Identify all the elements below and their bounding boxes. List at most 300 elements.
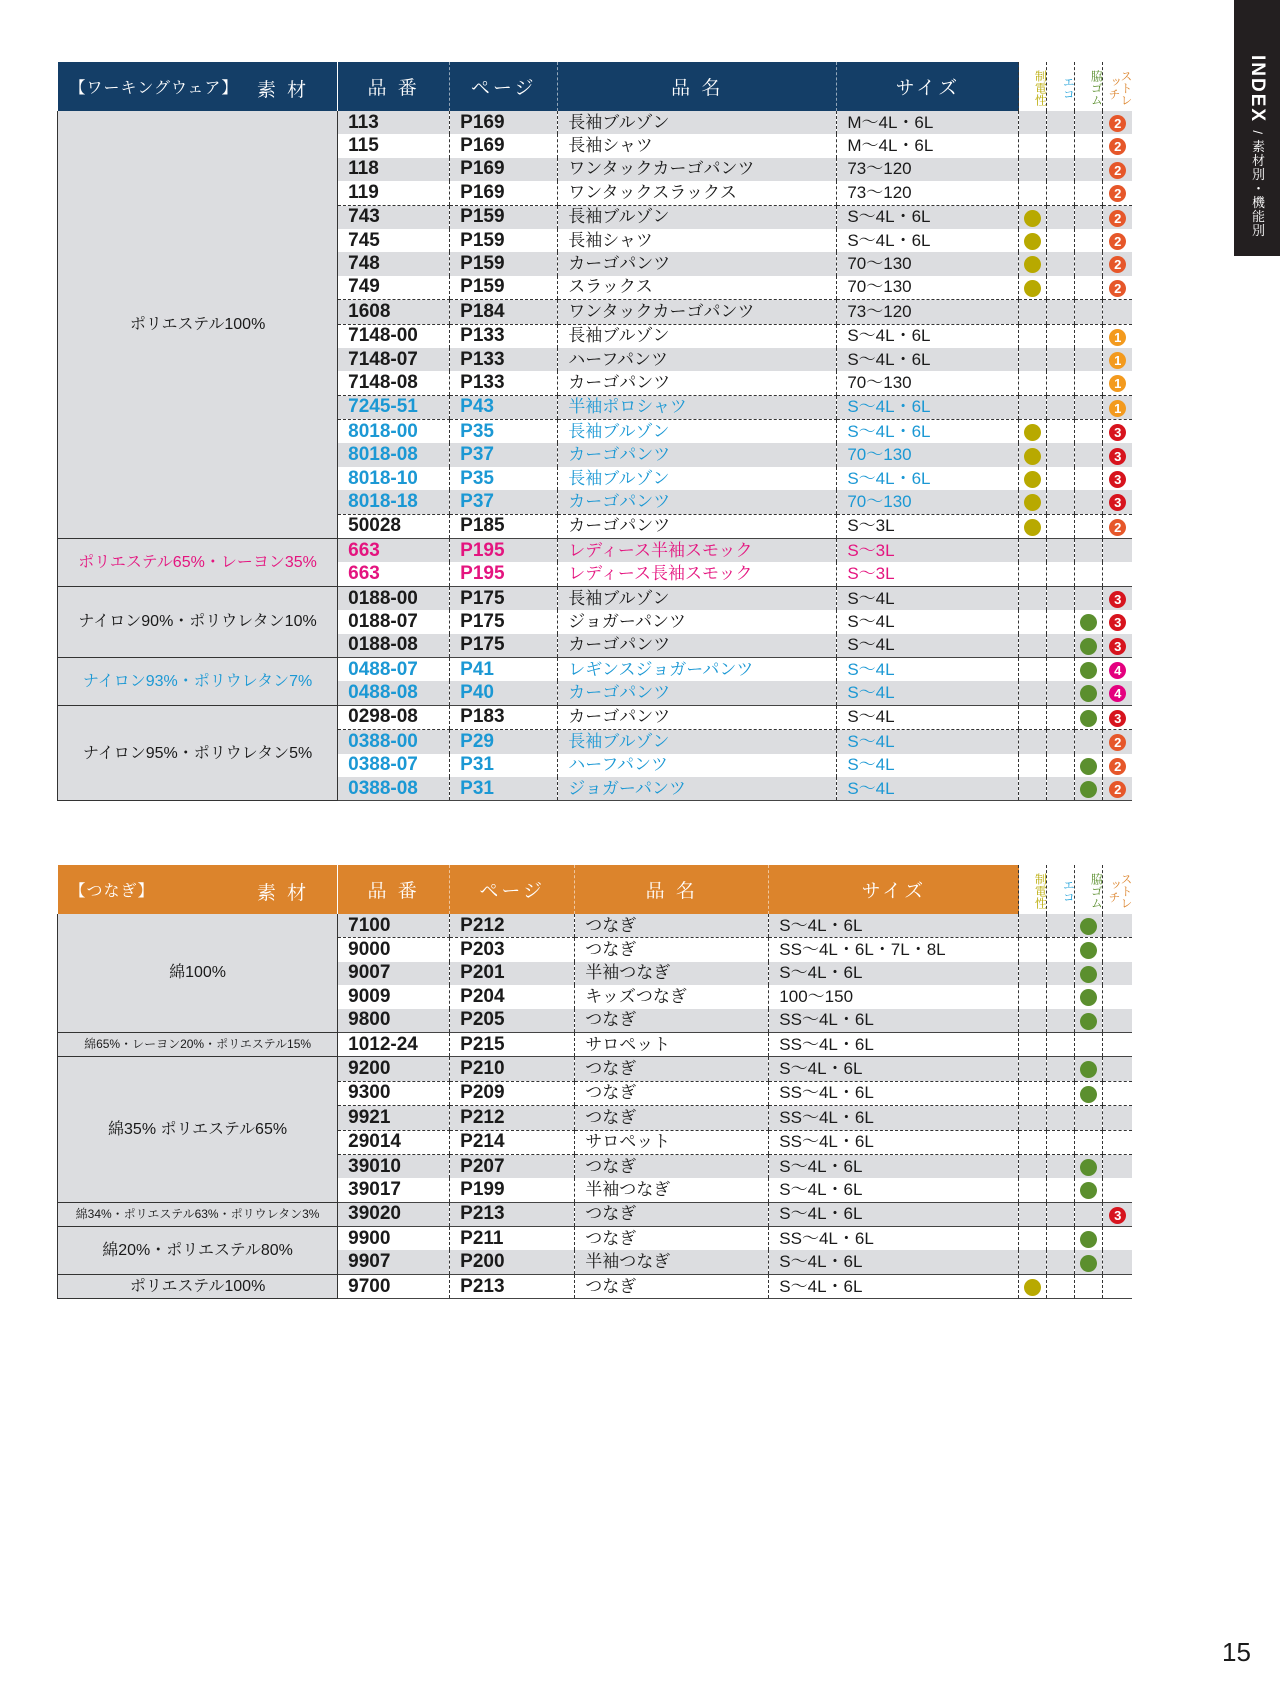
gusset-dot-icon bbox=[1080, 1013, 1097, 1030]
size-range: M〜4L・6L bbox=[837, 111, 1019, 134]
product-name: 長袖ブルゾン bbox=[558, 324, 837, 348]
antistatic-dot-icon bbox=[1024, 233, 1041, 250]
gusset-dot-icon bbox=[1080, 710, 1097, 727]
stretch-cell bbox=[1103, 777, 1132, 801]
page-ref: P213 bbox=[450, 1274, 575, 1298]
stretch-level-badge-icon: 1 bbox=[1109, 400, 1126, 417]
stretch-cell bbox=[1103, 1250, 1132, 1274]
antistatic-cell bbox=[1019, 348, 1047, 371]
product-name: つなぎ bbox=[575, 1202, 769, 1226]
index-title: INDEX bbox=[1247, 55, 1268, 124]
antistatic-cell bbox=[1019, 1081, 1047, 1105]
eco-cell bbox=[1047, 754, 1075, 777]
page-ref: P205 bbox=[450, 1009, 575, 1033]
product-name: ジョガーパンツ bbox=[558, 610, 837, 633]
eco-cell bbox=[1047, 1202, 1075, 1226]
stretch-cell bbox=[1103, 1081, 1132, 1105]
antistatic-cell bbox=[1019, 111, 1047, 134]
product-code: 118 bbox=[338, 158, 450, 181]
page-ref: P203 bbox=[450, 938, 575, 962]
product-code: 1608 bbox=[338, 300, 450, 324]
eco-cell bbox=[1047, 134, 1075, 157]
eco-cell bbox=[1047, 158, 1075, 181]
eco-cell bbox=[1047, 514, 1075, 538]
eco-cell bbox=[1047, 229, 1075, 252]
antistatic-cell bbox=[1019, 1032, 1047, 1056]
antistatic-cell bbox=[1019, 158, 1047, 181]
eco-cell bbox=[1047, 1009, 1075, 1033]
stretch-cell bbox=[1103, 634, 1132, 658]
size-range: S〜3L bbox=[837, 539, 1019, 563]
eco-cell bbox=[1047, 962, 1075, 985]
antistatic-cell bbox=[1019, 467, 1047, 490]
stretch-level-badge-icon: 1 bbox=[1109, 375, 1126, 392]
eco-cell bbox=[1047, 634, 1075, 658]
eco-cell bbox=[1047, 252, 1075, 275]
gusset-dot-icon bbox=[1080, 1231, 1097, 1248]
antistatic-cell bbox=[1019, 1202, 1047, 1226]
stretch-cell bbox=[1103, 490, 1132, 514]
header-size: サイズ bbox=[769, 865, 1019, 914]
stretch-cell bbox=[1103, 985, 1132, 1008]
size-range: S〜4L・6L bbox=[837, 467, 1019, 490]
stretch-level-badge-icon: 3 bbox=[1109, 1207, 1126, 1224]
gusset-dot-icon bbox=[1080, 1182, 1097, 1199]
gusset-dot-icon bbox=[1080, 781, 1097, 798]
header-eco: エコ bbox=[1047, 62, 1075, 111]
stretch-level-badge-icon: 2 bbox=[1109, 210, 1126, 227]
size-range: S〜4L・6L bbox=[769, 1250, 1019, 1274]
stretch-cell bbox=[1103, 229, 1132, 252]
antistatic-dot-icon bbox=[1024, 494, 1041, 511]
size-range: S〜4L bbox=[837, 586, 1019, 610]
eco-cell bbox=[1047, 395, 1075, 419]
product-name: ワンタックスラックス bbox=[558, 181, 837, 205]
gusset-cell bbox=[1075, 1227, 1103, 1251]
page-ref: P204 bbox=[450, 985, 575, 1008]
antistatic-cell bbox=[1019, 562, 1047, 586]
stretch-level-badge-icon: 4 bbox=[1109, 685, 1126, 702]
page-ref: P133 bbox=[450, 371, 558, 395]
header-antistatic: 制電性 bbox=[1019, 865, 1047, 914]
size-range: 100〜150 bbox=[769, 985, 1019, 1008]
product-name: ジョガーパンツ bbox=[558, 777, 837, 801]
antistatic-cell bbox=[1019, 134, 1047, 157]
gusset-cell bbox=[1075, 634, 1103, 658]
material-cell: 綿65%・レーヨン20%・ポリエステル15% bbox=[58, 1032, 338, 1056]
header-size: サイズ bbox=[837, 62, 1019, 111]
antistatic-cell bbox=[1019, 1227, 1047, 1251]
stretch-level-badge-icon: 3 bbox=[1109, 614, 1126, 631]
eco-cell bbox=[1047, 1057, 1075, 1081]
size-range: S〜4L bbox=[837, 657, 1019, 681]
stretch-level-badge-icon: 3 bbox=[1109, 494, 1126, 511]
size-range: SS〜4L・6L bbox=[769, 1106, 1019, 1130]
page-ref: P211 bbox=[450, 1227, 575, 1251]
product-name: つなぎ bbox=[575, 1106, 769, 1130]
antistatic-cell bbox=[1019, 395, 1047, 419]
coverall-table bbox=[57, 865, 1132, 1299]
size-range: S〜4L・6L bbox=[837, 395, 1019, 419]
eco-cell bbox=[1047, 1081, 1075, 1105]
header-stretch: ストレッチ bbox=[1103, 62, 1132, 111]
header-gusset: 脇ゴム bbox=[1075, 865, 1103, 914]
product-name: カーゴパンツ bbox=[558, 705, 837, 729]
product-code: 749 bbox=[338, 276, 450, 300]
stretch-level-badge-icon: 3 bbox=[1109, 638, 1126, 655]
gusset-dot-icon bbox=[1080, 1159, 1097, 1176]
size-range: S〜4L bbox=[837, 777, 1019, 801]
gusset-cell bbox=[1075, 1202, 1103, 1226]
working-wear-table bbox=[57, 62, 1132, 801]
gusset-cell bbox=[1075, 514, 1103, 538]
product-code: 0188-07 bbox=[348, 610, 418, 632]
size-range: 70〜130 bbox=[837, 252, 1019, 275]
gusset-cell bbox=[1075, 252, 1103, 275]
product-code: 9300 bbox=[338, 1081, 450, 1105]
eco-cell bbox=[1047, 562, 1075, 586]
product-name: 半袖ポロシャツ bbox=[558, 395, 837, 419]
antistatic-cell bbox=[1019, 985, 1047, 1008]
product-name: カーゴパンツ bbox=[558, 252, 837, 275]
stretch-cell bbox=[1103, 1227, 1132, 1251]
antistatic-dot-icon bbox=[1024, 1279, 1041, 1296]
gusset-cell bbox=[1075, 586, 1103, 610]
eco-cell bbox=[1047, 181, 1075, 205]
product-code: 7148-08 bbox=[338, 371, 450, 395]
stretch-cell bbox=[1103, 348, 1132, 371]
antistatic-cell bbox=[1019, 490, 1047, 514]
antistatic-cell bbox=[1019, 1154, 1047, 1178]
stretch-level-badge-icon: 3 bbox=[1109, 471, 1126, 488]
stretch-cell bbox=[1103, 1274, 1132, 1298]
eco-cell bbox=[1047, 324, 1075, 348]
gusset-dot-icon bbox=[1080, 758, 1097, 775]
product-name: つなぎ bbox=[575, 1274, 769, 1298]
header-page: ページ bbox=[450, 865, 575, 914]
gusset-cell bbox=[1075, 1081, 1103, 1105]
eco-cell bbox=[1047, 443, 1075, 466]
antistatic-cell bbox=[1019, 229, 1047, 252]
stretch-cell bbox=[1103, 252, 1132, 275]
stretch-cell bbox=[1103, 914, 1132, 938]
product-code: 7148-07 bbox=[338, 348, 450, 371]
table-row bbox=[58, 1274, 1133, 1298]
product-name: カーゴパンツ bbox=[558, 634, 837, 658]
product-code: 7100 bbox=[338, 914, 450, 938]
table-row bbox=[58, 1032, 1133, 1056]
gusset-cell bbox=[1075, 1057, 1103, 1081]
table-header bbox=[58, 865, 1133, 914]
product-code: 9007 bbox=[338, 962, 450, 985]
page-ref: P31 bbox=[450, 777, 558, 801]
page-ref: P185 bbox=[450, 514, 558, 538]
size-range: S〜4L・6L bbox=[837, 205, 1019, 229]
page-ref: P159 bbox=[450, 252, 558, 275]
product-name: 半袖つなぎ bbox=[575, 962, 769, 985]
gusset-cell bbox=[1075, 1009, 1103, 1033]
size-range: SS〜4L・6L bbox=[769, 1130, 1019, 1154]
gusset-cell bbox=[1075, 562, 1103, 586]
eco-cell bbox=[1047, 300, 1075, 324]
eco-cell bbox=[1047, 730, 1075, 754]
table-row bbox=[58, 586, 1133, 610]
header-antistatic: 制電性 bbox=[1019, 62, 1047, 111]
product-code: 9200 bbox=[338, 1057, 450, 1081]
stretch-cell bbox=[1103, 111, 1132, 134]
stretch-cell bbox=[1103, 514, 1132, 538]
gusset-cell bbox=[1075, 300, 1103, 324]
product-code: 9000 bbox=[348, 939, 391, 961]
page-ref: P35 bbox=[450, 467, 558, 490]
product-name: キッズつなぎ bbox=[575, 985, 769, 1008]
page-ref: P41 bbox=[450, 657, 558, 681]
material-cell: 綿35% ポリエステル65% bbox=[58, 1057, 338, 1202]
size-range: S〜4L bbox=[837, 681, 1019, 705]
stretch-cell bbox=[1103, 539, 1132, 563]
index-side-tab[interactable] bbox=[1234, 0, 1280, 256]
material-cell: ポリエステル65%・レーヨン35% bbox=[58, 539, 338, 587]
product-code: 0488-07 bbox=[348, 658, 418, 680]
antistatic-cell bbox=[1019, 443, 1047, 466]
eco-cell bbox=[1047, 539, 1075, 563]
gusset-dot-icon bbox=[1080, 918, 1097, 935]
page-ref: P169 bbox=[450, 181, 558, 205]
size-range: SS〜4L・6L bbox=[769, 1032, 1019, 1056]
stretch-cell bbox=[1103, 158, 1132, 181]
product-code: 8018-18 bbox=[338, 490, 450, 514]
product-name: カーゴパンツ bbox=[558, 514, 837, 538]
stretch-cell bbox=[1103, 1106, 1132, 1130]
product-code: 115 bbox=[348, 135, 379, 157]
gusset-dot-icon bbox=[1080, 1086, 1097, 1103]
product-code: 8018-10 bbox=[348, 467, 418, 489]
table-row bbox=[58, 539, 1133, 563]
product-name: ハーフパンツ bbox=[558, 348, 837, 371]
table-row bbox=[58, 1202, 1133, 1226]
antistatic-dot-icon bbox=[1024, 424, 1041, 441]
product-code: 743 bbox=[338, 205, 450, 229]
gusset-cell bbox=[1075, 985, 1103, 1008]
product-code: 0388-07 bbox=[348, 754, 418, 776]
product-name: 長袖ブルゾン bbox=[558, 730, 837, 754]
eco-cell bbox=[1047, 1032, 1075, 1056]
stretch-cell bbox=[1103, 420, 1132, 444]
eco-cell bbox=[1047, 1227, 1075, 1251]
product-name: つなぎ bbox=[575, 1009, 769, 1033]
antistatic-cell bbox=[1019, 514, 1047, 538]
stretch-cell bbox=[1103, 657, 1132, 681]
page-ref: P214 bbox=[450, 1130, 575, 1154]
product-name: カーゴパンツ bbox=[558, 443, 837, 466]
antistatic-cell bbox=[1019, 1130, 1047, 1154]
page-ref: P133 bbox=[450, 348, 558, 371]
stretch-cell bbox=[1103, 300, 1132, 324]
size-range: S〜4L・6L bbox=[837, 229, 1019, 252]
stretch-cell bbox=[1103, 324, 1132, 348]
page-ref: P210 bbox=[450, 1057, 575, 1081]
page-ref: P195 bbox=[450, 539, 558, 563]
eco-cell bbox=[1047, 467, 1075, 490]
product-code: 0298-08 bbox=[338, 705, 450, 729]
gusset-cell bbox=[1075, 1130, 1103, 1154]
antistatic-cell bbox=[1019, 730, 1047, 754]
eco-cell bbox=[1047, 657, 1075, 681]
antistatic-cell bbox=[1019, 1178, 1047, 1202]
product-code: 663 bbox=[338, 539, 450, 563]
stretch-cell bbox=[1103, 1130, 1132, 1154]
eco-cell bbox=[1047, 1130, 1075, 1154]
product-name: 長袖ブルゾン bbox=[558, 205, 837, 229]
product-code: 39010 bbox=[338, 1154, 450, 1178]
stretch-level-badge-icon: 2 bbox=[1109, 185, 1126, 202]
gusset-dot-icon bbox=[1080, 942, 1097, 959]
stretch-level-badge-icon: 2 bbox=[1109, 734, 1126, 751]
size-range: 73〜120 bbox=[837, 181, 1019, 205]
product-name: レディース長袖スモック bbox=[558, 562, 837, 586]
product-name: レディース半袖スモック bbox=[558, 539, 837, 563]
product-name: 長袖ブルゾン bbox=[558, 586, 837, 610]
antistatic-cell bbox=[1019, 1106, 1047, 1130]
gusset-cell bbox=[1075, 1178, 1103, 1202]
antistatic-dot-icon bbox=[1024, 210, 1041, 227]
gusset-cell bbox=[1075, 754, 1103, 777]
product-name: 半袖つなぎ bbox=[575, 1178, 769, 1202]
index-subtitle: / 素材別・機能別 bbox=[1250, 130, 1265, 238]
section-title: 【つなぎ】 bbox=[69, 882, 155, 900]
product-code: 748 bbox=[338, 252, 450, 275]
product-name: つなぎ bbox=[575, 1081, 769, 1105]
stretch-level-badge-icon: 2 bbox=[1109, 280, 1126, 297]
stretch-level-badge-icon: 1 bbox=[1109, 329, 1126, 346]
stretch-cell bbox=[1103, 562, 1132, 586]
page-ref: P169 bbox=[450, 111, 558, 134]
product-code: 9800 bbox=[338, 1009, 450, 1033]
stretch-cell bbox=[1103, 730, 1132, 754]
stretch-level-badge-icon: 2 bbox=[1109, 115, 1126, 132]
stretch-level-badge-icon: 3 bbox=[1109, 424, 1126, 441]
antistatic-dot-icon bbox=[1024, 256, 1041, 273]
product-name: カーゴパンツ bbox=[558, 681, 837, 705]
page-ref: P40 bbox=[450, 681, 558, 705]
page-ref: P212 bbox=[450, 1106, 575, 1130]
page-ref: P201 bbox=[450, 962, 575, 985]
gusset-cell bbox=[1075, 324, 1103, 348]
product-name: 長袖シャツ bbox=[558, 229, 837, 252]
antistatic-cell bbox=[1019, 276, 1047, 300]
gusset-cell bbox=[1075, 539, 1103, 563]
gusset-cell bbox=[1075, 205, 1103, 229]
eco-cell bbox=[1047, 681, 1075, 705]
product-code: 113 bbox=[338, 111, 450, 134]
antistatic-cell bbox=[1019, 539, 1047, 563]
material-cell: ポリエステル100% bbox=[58, 111, 338, 539]
eco-cell bbox=[1047, 914, 1075, 938]
stretch-level-badge-icon: 2 bbox=[1109, 781, 1126, 798]
page-ref: P159 bbox=[450, 229, 558, 252]
eco-cell bbox=[1047, 705, 1075, 729]
product-code: 119 bbox=[338, 181, 450, 205]
header-page: ページ bbox=[450, 62, 558, 111]
gusset-cell bbox=[1075, 490, 1103, 514]
eco-cell bbox=[1047, 1106, 1075, 1130]
product-code: 7148-00 bbox=[348, 325, 418, 347]
size-range: 70〜130 bbox=[837, 490, 1019, 514]
gusset-cell bbox=[1075, 657, 1103, 681]
eco-cell bbox=[1047, 1250, 1075, 1274]
size-range: S〜4L・6L bbox=[769, 1154, 1019, 1178]
product-name: サロペット bbox=[575, 1130, 769, 1154]
gusset-cell bbox=[1075, 229, 1103, 252]
size-range: SS〜4L・6L bbox=[769, 1227, 1019, 1251]
product-code: 1012-24 bbox=[338, 1032, 450, 1056]
eco-cell bbox=[1047, 348, 1075, 371]
gusset-cell bbox=[1075, 1154, 1103, 1178]
eco-cell bbox=[1047, 1274, 1075, 1298]
stretch-cell bbox=[1103, 467, 1132, 490]
material-cell: ナイロン95%・ポリウレタン5% bbox=[58, 705, 338, 801]
product-code: 39020 bbox=[338, 1202, 450, 1226]
antistatic-cell bbox=[1019, 1057, 1047, 1081]
size-range: M〜4L・6L bbox=[837, 134, 1019, 157]
eco-cell bbox=[1047, 1154, 1075, 1178]
product-name: カーゴパンツ bbox=[558, 371, 837, 395]
table-header bbox=[58, 62, 1133, 111]
size-range: SS〜4L・6L bbox=[769, 1009, 1019, 1033]
page-ref: P175 bbox=[450, 610, 558, 633]
page-ref: P195 bbox=[450, 562, 558, 586]
product-name: つなぎ bbox=[575, 1227, 769, 1251]
eco-cell bbox=[1047, 205, 1075, 229]
stretch-level-badge-icon: 3 bbox=[1109, 448, 1126, 465]
antistatic-cell bbox=[1019, 777, 1047, 801]
header-gusset: 脇ゴム bbox=[1075, 62, 1103, 111]
antistatic-cell bbox=[1019, 371, 1047, 395]
eco-cell bbox=[1047, 490, 1075, 514]
product-name: サロペット bbox=[575, 1032, 769, 1056]
header-material: 【ワーキングウェア】 素 材 bbox=[58, 62, 338, 111]
material-cell: ポリエステル100% bbox=[58, 1274, 338, 1298]
size-range: SS〜4L・6L・7L・8L bbox=[769, 938, 1019, 962]
stretch-cell bbox=[1103, 681, 1132, 705]
page-ref: P175 bbox=[450, 586, 558, 610]
product-code: 29014 bbox=[338, 1130, 450, 1154]
product-code: 9009 bbox=[348, 985, 391, 1007]
gusset-dot-icon bbox=[1080, 966, 1097, 983]
header-name: 品 名 bbox=[558, 62, 837, 111]
product-name: 長袖ブルゾン bbox=[558, 111, 837, 134]
stretch-cell bbox=[1103, 754, 1132, 777]
stretch-cell bbox=[1103, 1032, 1132, 1056]
stretch-level-badge-icon: 2 bbox=[1109, 519, 1126, 536]
stretch-cell bbox=[1103, 1154, 1132, 1178]
gusset-cell bbox=[1075, 348, 1103, 371]
product-code: 9700 bbox=[338, 1274, 450, 1298]
product-code: 745 bbox=[348, 229, 380, 251]
page-ref: P175 bbox=[450, 634, 558, 658]
gusset-cell bbox=[1075, 443, 1103, 466]
size-range: S〜3L bbox=[837, 562, 1019, 586]
size-range: S〜4L bbox=[837, 754, 1019, 777]
gusset-cell bbox=[1075, 962, 1103, 985]
stretch-cell bbox=[1103, 276, 1132, 300]
material-cell: 綿20%・ポリエステル80% bbox=[58, 1227, 338, 1275]
gusset-cell bbox=[1075, 730, 1103, 754]
antistatic-dot-icon bbox=[1024, 448, 1041, 465]
product-code: 39017 bbox=[338, 1178, 450, 1202]
page-ref: P212 bbox=[450, 914, 575, 938]
stretch-cell bbox=[1103, 586, 1132, 610]
